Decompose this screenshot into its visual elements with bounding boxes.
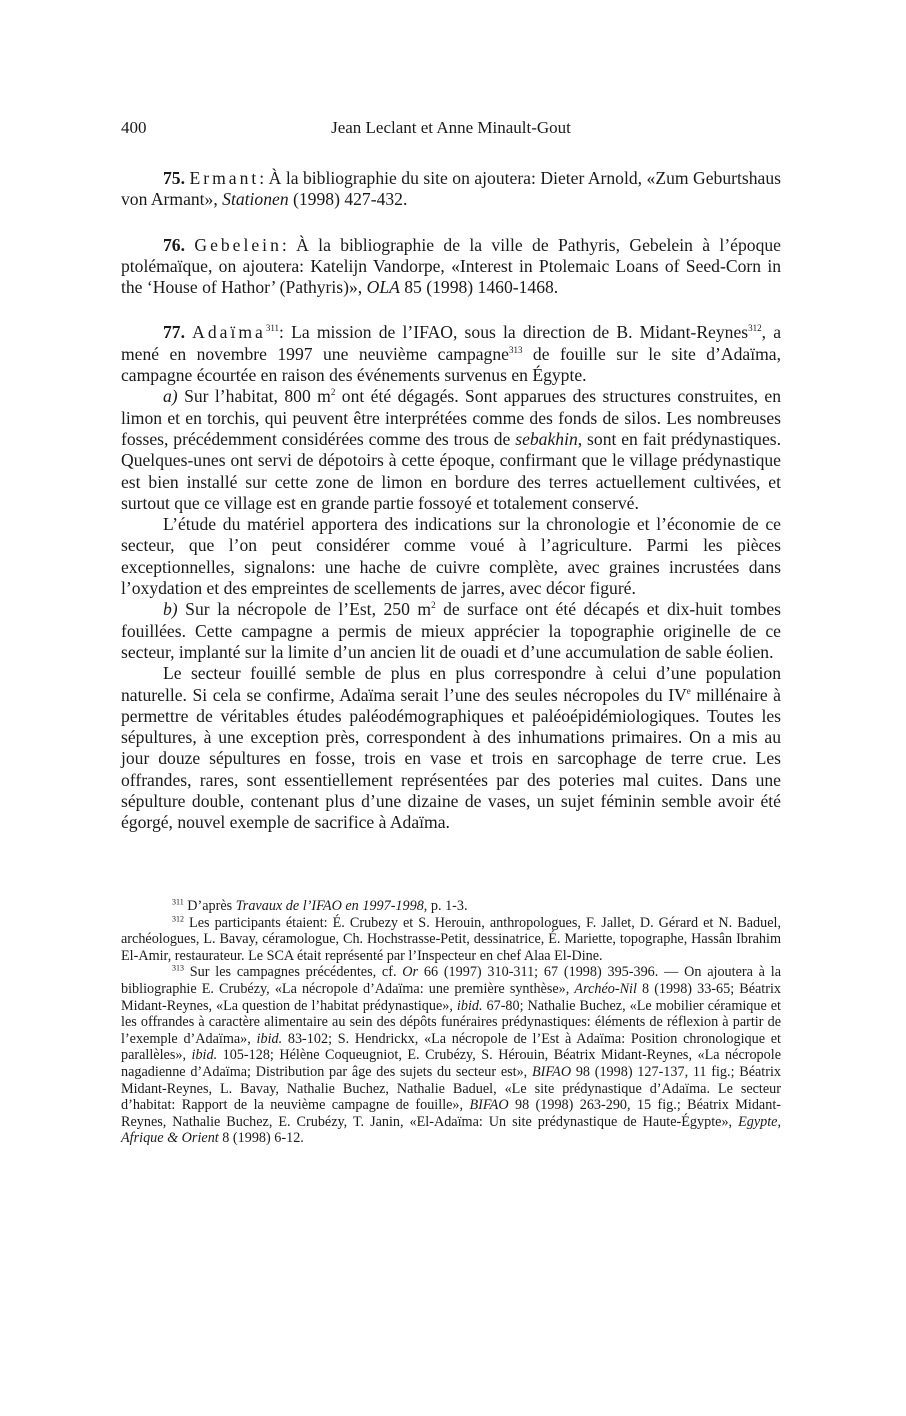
section-label: b) (163, 599, 178, 620)
main-text (121, 168, 781, 834)
footnote-number: 312 (172, 913, 184, 923)
footnotes (121, 898, 781, 1147)
footnote-number: 311 (172, 897, 184, 907)
journal-title: OLA (366, 277, 400, 298)
running-head (121, 117, 781, 139)
paragraph-secteur: Le secteur fouillé semble de plus en plus correspondre à celui d’une population naturelle. Si cela se confirme, Adaïma serait l’une des seules nécropoles du IVe millénaire à permettre de véritables études paléodémographiques et paléoépidémiologiques. Toutes les sépultures, à une exception près, correspondent à des inhumations primaires. On a mis au jour douze sépultures en fosse, trois en vase et trois en sarcophage de terre crue. Les offrandes, rares, sont essentiellement représentées par des poteries mal cuites. Dans une sépulture double, contenant plus d’une dizaine de vases, un sujet féminin semble avoir été égorgé, nouvel exemple de sacrifice à Adaïma. (121, 663, 781, 833)
footnote-ref: 313 (508, 344, 523, 355)
entry-75: 75. Ermant: À la bibliographie du site on ajoutera: Dieter Arnold, «Zum Geburtshaus von Armant», Stationen (1998) 427-432. (121, 168, 781, 210)
footnote-312: $^{312}$ Les participants étaient: É. Crubezy et S. Herouin, anthropologues, F. Jallet, D. Gérard et N. Baduel, archéologues, L. Bavay, céramologue, Ch. Hochstrasse-Petit, dessinatrice, É. Mariette, topographe, Hassân Ibrahim El-Amir, restaurateur. Le SCA était représenté par l’Inspecteur en chef Alaa El-Dine. (121, 913, 781, 964)
paragraph-necropole: b) Sur la nécropole de l’Est, 250 $m^2$ de surface ont été décapés et dix-huit tombes fouillées. Cette campagne a permis de mieux apprécier la topographie originelle de ce secteur, implanté sur la limite d’un ancien lit de ouadi et d’une accumulation de sable éolien. (121, 599, 781, 662)
entry-number: 75. (163, 168, 185, 188)
footnote-311: $^{311}$ D’après Travaux de l’IFAO en 1997-1998, p. 1-3. (172, 897, 468, 914)
journal-title: Stationen (222, 189, 289, 210)
footnote-ref: 311 (265, 323, 280, 334)
entry-76: 76. Gebelein: À la bibliographie de la ville de Pathyris, Gebelein à l’époque ptolémaïque, on ajoutera: Katelijn Vandorpe, «Interest in Ptolemaic Loans of Seed-Corn in the ‘House of Hathor’ (Pathyris)», OLA 85 (1998) 1460-1468. (121, 234, 781, 298)
paragraph-materiel: L’étude du matériel apportera des indications sur la chronologie et l’économie de ce secteur, que l’on peut considérer comme voué à l’agriculture. Parmi les pièces exceptionnelles, signalons: une hache de cuivre complète, avec graines incrustées dans l’oxydation et des empreintes de scellements de jarres, avec décor figuré. (121, 514, 781, 599)
site-name: Adaïma (192, 322, 266, 343)
footnote-number: 313 (172, 963, 184, 973)
paragraph-habitat: a) Sur l’habitat, 800 $m^2$ ont été dégagés. Sont apparues des structures construites, en limon et en torchis, qui peuvent être interprétées comme des fonds de silos. Les nombreuses fosses, précédemment considérées comme des trous de sebakhin, sont en fait prédynastiques. Quelques-unes ont servi de dépotoirs à cette époque, confirmant que le village prédynastique est bien installé sur cette zone de limon en bordure des terres actuellement cultivées, et surtout que ce village est en grande partie fossoyé et totalement conservé. (121, 386, 781, 513)
running-title: Jean Leclant et Anne Minault-Gout (331, 118, 571, 137)
section-label: a) (163, 386, 178, 407)
footnote-ref: 312 (748, 323, 762, 334)
entry-number: 77. (163, 322, 185, 343)
entry-number: 76. (163, 234, 185, 255)
site-name: Gebelein (194, 234, 282, 255)
footnote-313: $^{313}$ Sur les campagnes précédentes, cf. Or 66 (1997) 310-311; 67 (1998) 395-396. — On ajoutera à la bibliographie E. Crubézy, «La nécropole d’Adaïma: une première synthèse», Archéo-Nil 8 (1998) 33-65; Béatrix Midant-Reynes, «La question de l’habitat prédynastique», ibid. 67-80; Nathalie Buchez, «Le mobilier céramique et les offrandes à caractère alimentaire au sein des dépôts funéraires prédynastiques: éléments de réflexion à partir de l’exemple d’Adaïma», ibid. 83-102; S. Hendrickx, «La nécropole de l’Est à Adaïma: Position chronologique et parallèles», ibid. 105-128; Hélène Coqueugniot, E. Crubézy, S. Hérouin, Béatrix Midant-Reynes, «La nécropole nagadienne d’Adaïma; Distribution par âge des sujets du secteur est», BIFAO 98 (1998) 127-137, 11 fig.; Béatrix Midant-Reynes, L. Bavay, Nathalie Buchez, Nathalie Baduel, «Le site prédynastique d’Adaïma. Le secteur d’habitat: Rapport de la neuvième campagne de fouille», BIFAO 98 (1998) 263-290, 15 fig.; Béatrix Midant-Reynes, Nathalie Buchez, E. Crubézy, T. Janin, «El-Adaïma: Un site prédynastique de Haute-Égypte», Egypte, Afrique & Orient 8 (1998) 6-12. (121, 963, 781, 1147)
site-name: Ermant (189, 168, 260, 188)
entry-77: 77. Adaïma$^{311}$: La mission de l’IFAO, sous la direction de B. Midant-Reynes$^{312}$, a mené en novembre 1997 une neuvième campagne$^{313}$ de fouille sur le site d’Adaïma, campagne écourtée en raison des événements survenus en Égypte. (121, 322, 781, 386)
page-number: 400 (121, 118, 147, 137)
